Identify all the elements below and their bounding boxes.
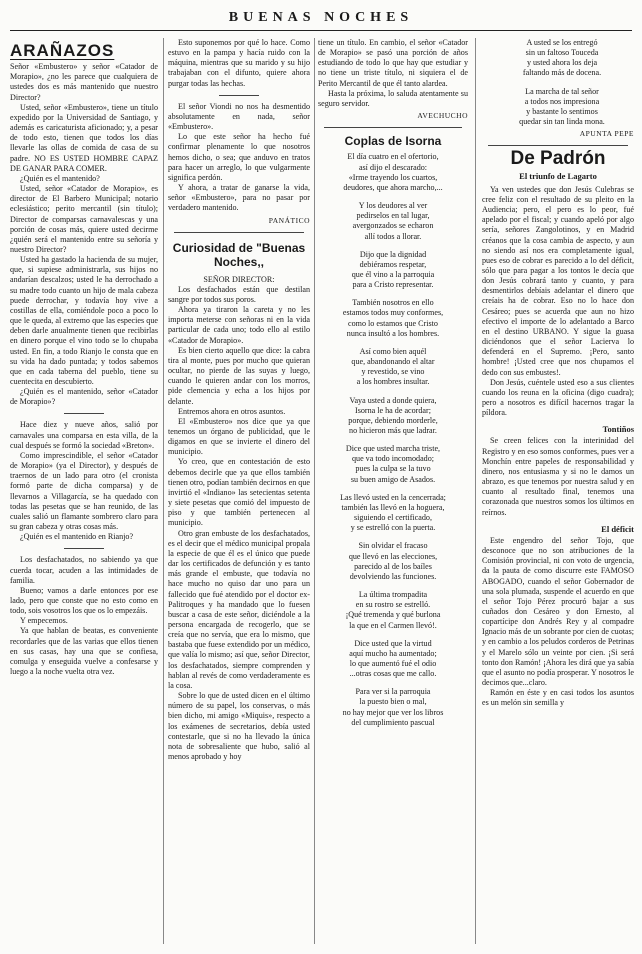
verse-line: a los hombres insultar.	[356, 377, 430, 387]
article-paragraph: Ya ven ustedes que don Jesús Culebras se cree feliz con el resultado de su pleito en la Audiencia; pero, el pero es lo peor, fué apelado por el fiscal; y cuando apeló por algo sería, señores Zangolotinos, y en Madrid créanos que la cosa cambia de aspecto, y aun no siendo así nos era completamente igual, pues eso de cobrar es parecido a lo del déficit, sólo que para pagar a los tontos le decía que don Jesús cobrará tanto y cuanto, y para desmentirlos debíais adelantar el dinero que creíais ha de cobrar. Eso no lo hace don Cesáreo; pues se acuerda que aun no hizo efectivo el importe de lo adelantado a Barco en el destino URBANO. Y sigue la guasa diciéndonos que el señor Lacierva lo defenderá en el Supremo. ¡Pero, santo hombre! ¡Usted cree que nos chupamos el dedo con sus embustes!.	[482, 184, 634, 377]
verse-line: siguiendo el certificado,	[354, 513, 432, 523]
padron-title: De Padrón	[510, 148, 606, 170]
verse-line: faltando más de docena.	[522, 68, 602, 78]
article-paragraph: Otro gran embuste de los desfachatados, es el decir que el médico municipal propala la especie de que él es el único que puede dar los certificados de defunción y es tanto más grande el embuste, que todavía no hace mucho no quiso dar uno para un fallecido que fué atendido por el doctor ex-Palitroques y ha mandado que lo fuesen buscar a casa de este señor, diciéndole a la persona encargada de recogerlo, que se creía que no servía, que era lo mismo, que bastaba que fuese extendido por un médico, que valía lo mismo; así que, señor Director, los desfachatados, siempre comprenden y hablan al revés de como verdaderamente es la cosa.	[168, 528, 310, 690]
verse-line: nunca insultó a los hombres.	[346, 328, 440, 338]
article-paragraph: tiene un título. En cambio, el señor «Catador de Morapio» se pasó una porción de años estudiando de todo lo que hay que estudiar y no tiene un triste título, ni siquiera el de Perito Mercantil de que él tanto alardea.	[318, 38, 468, 88]
verse-line: deudores, que ahora marcho,...	[343, 182, 443, 192]
article-paragraph: Los desfachados están que destilan sangre por todos sus poros.	[168, 284, 310, 304]
article-paragraph: Bueno; vamos a darle entonces por ese lado, pero que conste que no esto como en todo, sois vosotros los que os lo empezáis.	[10, 585, 158, 616]
verse-line: La última trompadita	[358, 590, 428, 600]
verse-line: y se estrelló con la puerta.	[350, 523, 436, 533]
separator	[64, 548, 104, 549]
verse-line: y usted ahora los deja	[526, 58, 598, 68]
verse-line: porque, debiendo morderle,	[348, 415, 438, 425]
verse-line: Sin olvidar el fracaso	[358, 541, 428, 551]
verse-line: avergonzados se echaron	[352, 221, 434, 231]
verse-line: su buen amigo de Asados.	[350, 474, 436, 484]
article-paragraph: Como imprescindible, el señor «Catador de Morapio» (ya el Director), y después de traernos de un lado para otro (el cronista formó parte de dicha comparsa) y de llevarnos a Villagarcía, se ha quedado con todas las pesetas que se han reunido, de las cuales salió un flamante sombrero claro para su gran cabeza y otras cosas más.	[10, 450, 158, 532]
column-divider	[475, 38, 476, 944]
curiosidad-title: Curiosidad de "Buenas Noches,,	[172, 240, 306, 269]
article-paragraph: Yo creo, que en contestación de esto debemos decirle que ya que ellos también tienen otro, podían también decirnos en que invirtió el «Indiano» las setecientas setenta y siete pesetas que comió del impuesto de piso y que también pertenecen al municipio.	[168, 457, 310, 528]
verse-line: Dice usted que la virtud	[354, 638, 432, 648]
section-subtitle: El déficit	[601, 523, 634, 534]
verse-line: que llevó en las elecciones,	[348, 551, 438, 561]
column-3	[318, 38, 468, 736]
separator	[219, 95, 259, 96]
article-paragraph: El señor Viondi no nos ha desmentido absolutamente en nada, señor «Embustero».	[168, 101, 310, 132]
verse-line: La marcha de tal señor	[525, 86, 599, 96]
verse-line: quedar sin tan linda mona.	[519, 117, 605, 127]
verse-line: no hicieron más que ladrar.	[349, 426, 437, 435]
verse-line: para a Cristo representar.	[352, 280, 434, 290]
separator	[64, 413, 104, 414]
article-paragraph: Don Jesús, cuéntele usted eso a sus clientes cuando los reuna en la oficina (digo cuadra); pero a nosotros es difícil hacernos tragar la píldora.	[482, 377, 634, 418]
article-paragraph: Usted ha gastado la hacienda de su mujer, que, si supiese administrarla, sus hijos no andarían descalzos; usted le ha derrochado a su madre todo cuanto un hijo de mala cabeza puede derrochar, y todavía hoy vive a costillas de ella, comiéndole poco a poco lo que le queda, al extremo que las especies que deben darle anualmente tienen que recibirlas en dinero porque el vino todo se lo chupaba usted. En fin, a todo Rianjo le consta que en su vida ha dado puntada; y todos sabemos que en cada taberna del pueblo, tiene su cuentecita en descubierto.	[10, 255, 158, 386]
article-paragraph: ¿Quién es el mantenido en Rianjo?	[20, 532, 134, 542]
verse-line: y revestido, se vino	[361, 367, 425, 377]
article-paragraph: Sobre lo que de usted dicen en el último número de su papel, los conservas, o más bien dicho, mi amigo «Miquis», respecto a los exámenes de secretarios, debía usted contestarle, que si no ha llevado la única nota de sobresaliente que hubo, salió al menos aprobado y hoy	[168, 691, 310, 761]
verse-line: estamos todos muy conformes,	[342, 308, 444, 318]
verse-line: del cumplimiento pascual	[351, 717, 435, 727]
verse-line: pues la culpa se la tuvo	[355, 464, 431, 474]
verse-line: Las llevó usted en la cencerrada;	[340, 492, 446, 502]
article-paragraph: Y ahora, a tratar de ganarse la vida, señor «Embustero», para no pasar por verdadero mantenido.	[168, 183, 310, 213]
article-paragraph: Y empecemos.	[20, 616, 68, 626]
verse-line: También nosotros en ello	[352, 298, 434, 308]
verse-line: Vaya usted a donde quiera,	[349, 395, 437, 405]
column-4	[482, 38, 634, 709]
article-paragraph: Lo que este señor ha hecho fué confirmar plenamente lo que nosotros hemos dicho, o sea; que anduvo en tratos para hacer un arreglo, lo que vulgarmente significa perdón.	[168, 132, 310, 182]
verse-line: Así como bien aquél	[359, 346, 427, 356]
verse-line: Dice que usted marcha triste,	[345, 444, 441, 454]
article-paragraph: ¿Quién es el mantenido?	[20, 173, 100, 183]
section-subtitle: El triunfo de Lagarto	[519, 170, 597, 181]
masthead-rule	[10, 30, 632, 31]
verse-line: no hay mejor que ver los libros	[342, 707, 444, 717]
separator	[174, 232, 304, 233]
signature: APUNTA PEPE	[579, 129, 634, 139]
verse-line	[482, 79, 634, 87]
poem	[318, 152, 468, 728]
verse-line: como lo estamos que Cristo	[348, 318, 438, 328]
verse-line: parecido al de los baíles	[354, 561, 432, 571]
verse-line: aquí mucho ha aumentado;	[349, 648, 437, 658]
aranazos-title: ARAÑAZOS	[10, 41, 115, 60]
masthead: BUENAS NOCHES	[228, 10, 414, 25]
column-1	[10, 38, 158, 677]
poem-ending	[482, 38, 634, 127]
verse-line: Isorna le ha de acordar;	[355, 405, 431, 415]
separator	[488, 145, 628, 146]
verse-line: El día cuatro en el ofertorio,	[347, 152, 439, 162]
verse-line: que él vino a la parroquia	[351, 269, 435, 279]
article-paragraph: Usted, señor «Embustero», tiene un título expedido por la Universidad de Santiago, y además es caricaturista aficionado; y, a pesar de todo esto, tienen que todos los días llevarle las ollas de comida de casa de su padre. NO ES USTED HOMBRE CAPAZ DE GANAR PARA COMER.	[10, 102, 158, 173]
verse-line: lo que aumentó fué el odio	[349, 658, 437, 668]
article-paragraph: Usted, señor «Catador de Morapio», es director de El Barbero Municipal; notario eclesiástico; perito mercantil (sin título); Director de comparsas carnavalescas y una porción de cosas más, quiere usted decirme ¿quién será el mantenido entre su señoría y nuestro Director?	[10, 184, 158, 254]
article-paragraph: Esto suponemos por qué lo hace. Como estuvo en la pampa y hacía ruido con la máquina, mientras que su marido y su hijo trabajaban con el difunto, quiere ahora purgar todas las hechas.	[168, 38, 310, 88]
verse-line: y bastante lo sentimos	[526, 106, 598, 116]
verse-line: en su rostro se estrelló.	[355, 600, 431, 610]
article-paragraph: Hasta la próxima, lo saluda atentamente su seguro servidor.	[318, 88, 468, 108]
verse-line: Dijo que la dignidad	[359, 249, 427, 259]
article-paragraph: El «Embustero» nos dice que ya que tenemos un órgano de publicidad, que le digamos en que se invierte el dinero del municipio.	[168, 416, 310, 457]
article-paragraph: Entremos ahora en otros asuntos.	[178, 406, 286, 416]
article-paragraph: Ya que hablan de beatas, es conveniente recordarles que de las varias que ellos tienen en sus casas, hay una que se confiesa, comulga y enseguida vuelve a confesarse y luego a la noche vuelta otra vez.	[10, 626, 158, 677]
article-paragraph: Es bien cierto aquello que dice: la cabra tira al monte, pues por mucho que quieran ocultar, no pierde de las suyas y luego, cuando le quieren andar con los morros, pide clemencia y echa a los hijos por delante.	[168, 345, 310, 406]
column-divider	[163, 38, 164, 944]
separator	[324, 127, 462, 128]
section-subtitle: Tontiños	[602, 424, 634, 435]
verse-line: también las llevó en la hoguera,	[341, 502, 445, 512]
signature: AVECHUCHO	[417, 111, 468, 121]
salutation: SEÑOR DIRECTOR:	[203, 274, 275, 284]
verse-line: debiéramos respetar,	[359, 259, 427, 269]
article-paragraph: Los desfachatados, no sabiendo ya que cuerda tocar, acuden a las intimidades de familia.	[10, 555, 158, 585]
verse-line: a todos nos impresiona	[524, 96, 600, 106]
article-paragraph: Ahora ya tiraron la careta y no les importa meterse con señoras ni en la vida particular de cada uno; todo ello al estilo «Catador de Morapio».	[168, 305, 310, 345]
verse-line: Para ver si la parroquia	[355, 687, 431, 697]
verse-line: que, abandonando el altar	[351, 357, 435, 367]
verse-line: que va todo incomodado;	[351, 454, 435, 464]
verse-line: ...otras cosas que me callo.	[349, 669, 437, 679]
coplas-title: Coplas de Isorna	[344, 134, 442, 149]
article-paragraph: Ramón en éste y en casi todos los asuntos es un melón sin semilla y	[482, 688, 634, 708]
verse-line: A usted se los entregó	[526, 38, 598, 47]
article-paragraph: Hace diez y nueve años, salió por carnavales una comparsa en esta villa, de la cual después se formó la sociedad «Breton».	[10, 420, 158, 450]
column-2	[168, 38, 310, 762]
article-paragraph: Señor «Embustero» y señor «Catador de Morapio», ¿no les parece que cualquiera de ustedes dos es más mantenido que nuestro Director?	[10, 62, 158, 102]
signature: PANÁTICO	[268, 215, 310, 225]
article-paragraph: Este engendro del señor Tojo, que desconoce que no son atribuciones de la Comisión provincial, ni con voto de urgencia, da la pauta de como discurre este FAMOSO ABOGADO, cuando el señor Gobernador de una sola plumada, suspende el acuerdo en que el señor Tojo Pérez procuró bajar a sus cuñados don Cesáreo y don Ernesto, al copartícipe don Andrés Rey y al compadre Ignacio más de un sobrante por cien de cuotas; y en cambio a los peludos corderos de Petrinas y el Marelo sólo un veinte por cien. ¡Si será tonto don Ramón! ¡Ahora les dirá que ya sabía que el asunto no podía prosperar. Y nosotros le decimos que...claro.	[482, 535, 634, 688]
verse-line: pedirselos en tal lugar,	[356, 211, 430, 221]
verse-line: ¡Qué tremenda y qué burlona	[345, 610, 441, 620]
verse-line: Y los deudores al ver	[358, 201, 428, 211]
verse-line: allí todos a llorar.	[364, 231, 422, 241]
article-paragraph: Se creen felices con la interinidad del Registro y en eso somos conformes, pues ver a Monchín entre papeles de responsabilidad y dinero, nos entusiasma y si no le damos un abrazo, es que tenemos por nuestra salud y en cuanto al resultado final, tenemos una corazonada que nuestros somos los últimos en reírnos.	[482, 436, 634, 517]
verse-line: sin un faltoso Touceda	[525, 48, 599, 58]
verse-line: «Irme trayendo los cuartos,	[348, 172, 438, 182]
column-divider	[314, 38, 315, 944]
verse-line: devolviendo las funciones.	[349, 571, 437, 581]
verse-line: así dijo el descarado:	[358, 162, 428, 172]
verse-line: la puesto bien o mal,	[359, 697, 427, 707]
article-paragraph: ¿Quién es el mantenido, señor «Catador de Morapio»?	[10, 387, 158, 407]
verse-line: la que en el Carmen llevó!.	[349, 620, 437, 630]
